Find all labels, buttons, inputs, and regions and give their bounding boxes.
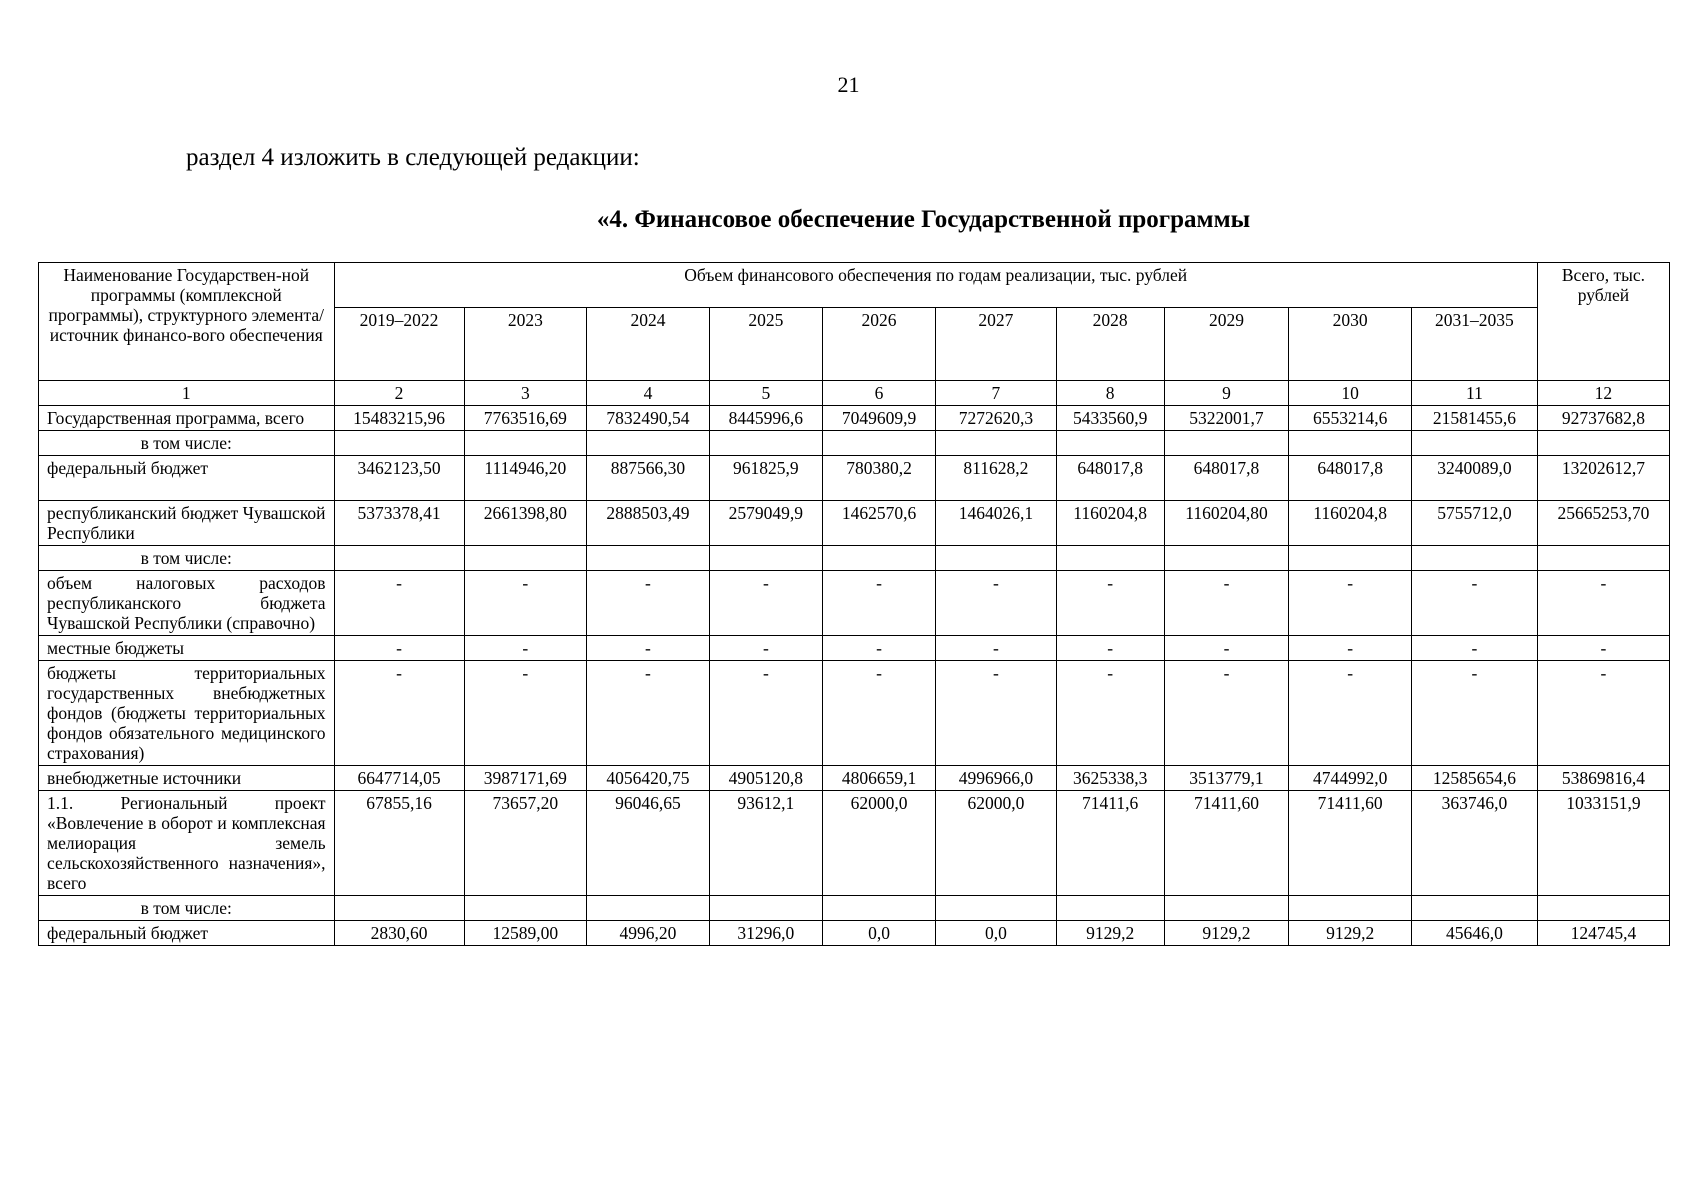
value-cell: - — [334, 636, 464, 661]
column-number: 11 — [1411, 381, 1537, 406]
value-cell: - — [822, 571, 935, 636]
column-number: 9 — [1164, 381, 1289, 406]
row-label: республиканский бюджет Чувашской Республики — [39, 501, 335, 546]
value-cell — [587, 546, 710, 571]
value-cell: 71411,6 — [1056, 791, 1164, 896]
value-cell: - — [1164, 571, 1289, 636]
table-row — [39, 546, 1670, 571]
value-cell: - — [1056, 661, 1164, 766]
value-cell — [1411, 546, 1537, 571]
value-cell — [587, 431, 710, 456]
value-cell: - — [1411, 636, 1537, 661]
value-cell: 6647714,05 — [334, 766, 464, 791]
table-row — [39, 636, 1670, 661]
year-cell: 2029 — [1164, 308, 1289, 381]
table-row — [39, 431, 1670, 456]
value-cell: - — [464, 571, 587, 636]
value-cell: 648017,8 — [1289, 456, 1412, 501]
column-number: 3 — [464, 381, 587, 406]
value-cell — [1289, 896, 1412, 921]
value-cell: 5755712,0 — [1411, 501, 1537, 546]
row-label: федеральный бюджет — [39, 921, 335, 946]
value-cell: - — [1289, 571, 1412, 636]
value-cell: 3625338,3 — [1056, 766, 1164, 791]
column-number: 8 — [1056, 381, 1164, 406]
row-label: 1.1. Региональный проект «Вовлечение в оборот и комплексная мелиорация земель сельскохозяйственного назначения», всего — [39, 791, 335, 896]
value-cell: 9129,2 — [1056, 921, 1164, 946]
row-label: в том числе: — [39, 431, 335, 456]
row-label: местные бюджеты — [39, 636, 335, 661]
value-cell: 2888503,49 — [587, 501, 710, 546]
value-cell — [587, 896, 710, 921]
value-cell: - — [1056, 636, 1164, 661]
value-cell: - — [709, 661, 822, 766]
value-cell — [334, 896, 464, 921]
column-number: 2 — [334, 381, 464, 406]
value-cell: 7832490,54 — [587, 406, 710, 431]
value-cell: 1033151,9 — [1537, 791, 1669, 896]
value-cell — [822, 896, 935, 921]
table-row — [39, 791, 1670, 896]
row-label: объем налоговых расходов республиканского бюджета Чувашской Республики (справочно) — [39, 571, 335, 636]
value-cell: 4744992,0 — [1289, 766, 1412, 791]
column-number: 6 — [822, 381, 935, 406]
value-cell: 73657,20 — [464, 791, 587, 896]
value-cell: - — [334, 661, 464, 766]
table-row — [39, 456, 1670, 501]
value-cell: 6553214,6 — [1289, 406, 1412, 431]
value-cell — [1056, 546, 1164, 571]
year-cell: 2024 — [587, 308, 710, 381]
value-cell: 0,0 — [936, 921, 1057, 946]
value-cell: 92737682,8 — [1537, 406, 1669, 431]
value-cell: - — [587, 661, 710, 766]
value-cell: 9129,2 — [1164, 921, 1289, 946]
value-cell: 124745,4 — [1537, 921, 1669, 946]
value-cell: - — [587, 636, 710, 661]
value-cell: 3240089,0 — [1411, 456, 1537, 501]
row-label: федеральный бюджет — [39, 456, 335, 501]
value-cell: - — [709, 571, 822, 636]
year-cell: 2019–2022 — [334, 308, 464, 381]
year-cell: 2030 — [1289, 308, 1412, 381]
value-cell — [1164, 431, 1289, 456]
header-group-cell: Объем финансового обеспечения по годам реализации, тыс. рублей — [334, 263, 1537, 308]
value-cell: 62000,0 — [822, 791, 935, 896]
value-cell: - — [1411, 661, 1537, 766]
section-title: «4. Финансовое обеспечение Государственной программы — [596, 206, 1251, 233]
value-cell: 961825,9 — [709, 456, 822, 501]
value-cell — [1289, 431, 1412, 456]
value-cell: 1160204,8 — [1056, 501, 1164, 546]
value-cell: 3513779,1 — [1164, 766, 1289, 791]
value-cell — [1537, 546, 1669, 571]
value-cell: 4996,20 — [587, 921, 710, 946]
financing-table — [38, 262, 1670, 946]
column-number: 4 — [587, 381, 710, 406]
value-cell: 71411,60 — [1289, 791, 1412, 896]
value-cell: 1160204,80 — [1164, 501, 1289, 546]
value-cell: - — [464, 661, 587, 766]
value-cell: - — [1537, 636, 1669, 661]
table-row — [39, 406, 1670, 431]
value-cell: - — [587, 571, 710, 636]
value-cell: - — [822, 636, 935, 661]
value-cell: 2830,60 — [334, 921, 464, 946]
table-row — [39, 896, 1670, 921]
value-cell: - — [464, 636, 587, 661]
row-label: внебюджетные источники — [39, 766, 335, 791]
value-cell: - — [1537, 661, 1669, 766]
value-cell: 15483215,96 — [334, 406, 464, 431]
value-cell — [936, 431, 1057, 456]
value-cell: - — [709, 636, 822, 661]
value-cell: - — [936, 661, 1057, 766]
row-label: в том числе: — [39, 896, 335, 921]
value-cell: 648017,8 — [1164, 456, 1289, 501]
value-cell: 3462123,50 — [334, 456, 464, 501]
value-cell: 5373378,41 — [334, 501, 464, 546]
value-cell — [822, 546, 935, 571]
value-cell: 887566,30 — [587, 456, 710, 501]
value-cell — [936, 896, 1057, 921]
header-total-cell: Всего, тыс. рублей — [1537, 263, 1669, 381]
value-cell: 71411,60 — [1164, 791, 1289, 896]
value-cell: 1114946,20 — [464, 456, 587, 501]
year-cell: 2026 — [822, 308, 935, 381]
value-cell — [709, 431, 822, 456]
row-label: Государственная программа, всего — [39, 406, 335, 431]
value-cell — [1411, 431, 1537, 456]
value-cell: 67855,16 — [334, 791, 464, 896]
value-cell: 0,0 — [822, 921, 935, 946]
value-cell: 53869816,4 — [1537, 766, 1669, 791]
value-cell — [709, 546, 822, 571]
value-cell: 5433560,9 — [1056, 406, 1164, 431]
value-cell: - — [1411, 571, 1537, 636]
value-cell: - — [1537, 571, 1669, 636]
value-cell: - — [1289, 636, 1412, 661]
value-cell: 7763516,69 — [464, 406, 587, 431]
value-cell — [464, 431, 587, 456]
value-cell: 8445996,6 — [709, 406, 822, 431]
value-cell: 811628,2 — [936, 456, 1057, 501]
value-cell: 780380,2 — [822, 456, 935, 501]
value-cell — [709, 896, 822, 921]
column-number: 1 — [39, 381, 335, 406]
value-cell: 4806659,1 — [822, 766, 935, 791]
value-cell: 2661398,80 — [464, 501, 587, 546]
table-row — [39, 501, 1670, 546]
year-cell: 2028 — [1056, 308, 1164, 381]
value-cell — [1056, 431, 1164, 456]
column-number: 10 — [1289, 381, 1412, 406]
value-cell — [1289, 546, 1412, 571]
intro-text: раздел 4 изложить в следующей редакции: — [186, 144, 640, 171]
page-number: 21 — [837, 72, 860, 97]
value-cell: 93612,1 — [709, 791, 822, 896]
value-cell: 363746,0 — [1411, 791, 1537, 896]
table-row — [39, 571, 1670, 636]
column-number: 7 — [936, 381, 1057, 406]
value-cell: 1462570,6 — [822, 501, 935, 546]
value-cell — [936, 546, 1057, 571]
value-cell: 13202612,7 — [1537, 456, 1669, 501]
value-cell: - — [936, 636, 1057, 661]
value-cell: 12589,00 — [464, 921, 587, 946]
value-cell: 5322001,7 — [1164, 406, 1289, 431]
value-cell — [1537, 431, 1669, 456]
value-cell — [1164, 546, 1289, 571]
value-cell: 1464026,1 — [936, 501, 1057, 546]
column-number: 12 — [1537, 381, 1669, 406]
value-cell: 648017,8 — [1056, 456, 1164, 501]
value-cell: 96046,65 — [587, 791, 710, 896]
year-cell: 2025 — [709, 308, 822, 381]
value-cell: 3987171,69 — [464, 766, 587, 791]
value-cell: 7272620,3 — [936, 406, 1057, 431]
header-name-cell: Наименование Государствен-ной программы (комплексной программы), структурного элемента/источник финансо-вого обеспечения — [39, 263, 335, 381]
value-cell: 4056420,75 — [587, 766, 710, 791]
value-cell — [334, 546, 464, 571]
value-cell — [464, 546, 587, 571]
year-cell: 2031–2035 — [1411, 308, 1537, 381]
table-row — [39, 661, 1670, 766]
value-cell: - — [1289, 661, 1412, 766]
value-cell: 4905120,8 — [709, 766, 822, 791]
value-cell: 31296,0 — [709, 921, 822, 946]
year-cell: 2023 — [464, 308, 587, 381]
value-cell — [1164, 896, 1289, 921]
value-cell — [464, 896, 587, 921]
year-cell: 2027 — [936, 308, 1057, 381]
value-cell: 12585654,6 — [1411, 766, 1537, 791]
value-cell — [334, 431, 464, 456]
row-label: бюджеты территориальных государственных внебюджетных фондов (бюджеты территориальных фондов обязательного медицинского страхования) — [39, 661, 335, 766]
value-cell: - — [334, 571, 464, 636]
value-cell: - — [1164, 661, 1289, 766]
value-cell: 21581455,6 — [1411, 406, 1537, 431]
column-number: 5 — [709, 381, 822, 406]
value-cell: 2579049,9 — [709, 501, 822, 546]
value-cell: - — [1056, 571, 1164, 636]
header-row — [39, 263, 1670, 308]
value-cell: 45646,0 — [1411, 921, 1537, 946]
table-row — [39, 766, 1670, 791]
value-cell: - — [936, 571, 1057, 636]
value-cell: 7049609,9 — [822, 406, 935, 431]
value-cell — [1537, 896, 1669, 921]
value-cell: - — [822, 661, 935, 766]
value-cell: 9129,2 — [1289, 921, 1412, 946]
value-cell: 25665253,70 — [1537, 501, 1669, 546]
table-row — [39, 921, 1670, 946]
value-cell: 1160204,8 — [1289, 501, 1412, 546]
value-cell — [1056, 896, 1164, 921]
value-cell — [822, 431, 935, 456]
value-cell: 62000,0 — [936, 791, 1057, 896]
value-cell: 4996966,0 — [936, 766, 1057, 791]
value-cell — [1411, 896, 1537, 921]
row-label: в том числе: — [39, 546, 335, 571]
value-cell: - — [1164, 636, 1289, 661]
column-numbers-row — [39, 381, 1670, 406]
